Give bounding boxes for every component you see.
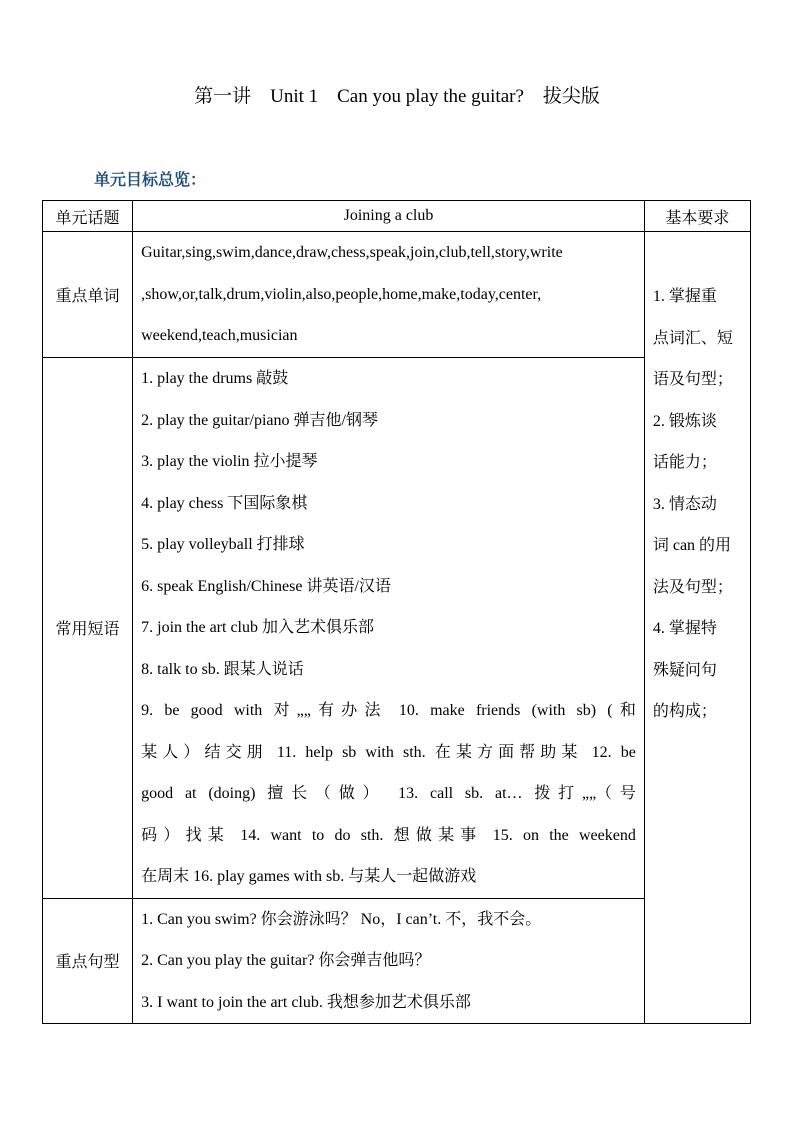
topic-label: 单元话题: [43, 201, 133, 232]
phrase-line: 在周末 16. play games with sb. 与某人一起做游戏: [141, 868, 477, 885]
phrase-line: 5. play volleyball 打排球: [141, 536, 305, 553]
phrase-line: 9. be good with 对„„有办法 10. make friends (with sb) (和: [141, 702, 636, 719]
requirement-line: 的构成；: [652, 703, 717, 720]
topic-row: [43, 201, 751, 232]
section-heading: 单元目标总览：: [94, 170, 207, 189]
requirement-line: 4. 掌握特: [652, 620, 717, 637]
requirement-line: 点词汇、短: [652, 329, 733, 347]
phrase-line: 某人）结交朋 11. help sb with sth. 在某方面帮助某 12. be: [141, 743, 636, 761]
words-content: [133, 232, 645, 358]
sentences-content: [133, 898, 645, 1024]
requirement-line: 2. 锻炼谈: [652, 412, 717, 430]
sentence-line: 1. Can you swim? 你会游泳吗？ No，I can’t. 不，我不会。: [141, 910, 542, 928]
requirement-line: 1. 掌握重: [652, 288, 717, 305]
requirement-line: 话能力；: [652, 454, 717, 471]
phrase-line: 4. play chess 下国际象棋: [141, 494, 308, 512]
words-line: Guitar,sing,swim,dance,draw,chess,speak,join,club,tell,story,write: [141, 244, 563, 262]
requirement-line: 语及句型；: [652, 371, 733, 388]
unit-goals-table: [42, 200, 751, 1024]
words-line: weekend,teach,musician: [141, 327, 298, 345]
requirements-cell: [644, 232, 750, 1024]
words-row: [43, 232, 751, 358]
page-title: 第一讲 Unit 1 Can you play the guitar? 拔尖版: [194, 86, 600, 107]
sentences-row: [43, 898, 751, 1024]
requirement-line: 殊疑问句: [652, 661, 717, 679]
requirement-header: 基本要求: [644, 201, 750, 232]
words-line: ,show,or,talk,drum,violin,also,people,home,make,today,center,: [141, 285, 542, 303]
phrase-line: good at (doing) 擅长（做） 13. call sb. at… 拨打„„（号: [141, 785, 636, 802]
sentence-line: 3. I want to join the art club. 我想参加艺术俱乐部: [141, 993, 471, 1011]
sentences-label: 重点句型: [43, 898, 133, 1024]
phrase-line: 6. speak English/Chinese 讲英语/汉语: [141, 577, 391, 595]
requirement-line: 法及句型；: [652, 578, 733, 596]
sentence-line: 2. Can you play the guitar? 你会弹吉他吗？: [141, 952, 431, 969]
phrase-line: 码）找某 14. want to do sth. 想做某事 15. on the weekend: [141, 826, 636, 844]
phrase-line: 1. play the drums 敲鼓: [141, 370, 289, 387]
phrases-row: [43, 358, 751, 899]
phrase-line: 2. play the guitar/piano 弹吉他/钢琴: [141, 411, 378, 429]
requirement-line: 词 can 的用: [652, 537, 732, 554]
phrases-content: [133, 358, 645, 899]
words-label: 重点单词: [43, 232, 133, 358]
phrase-line: 8. talk to sb. 跟某人说话: [141, 660, 304, 678]
requirement-line: 3. 情态动: [652, 495, 717, 513]
topic-value: Joining a club: [133, 201, 645, 232]
phrase-line: 7. join the art club 加入艺术俱乐部: [141, 619, 374, 636]
phrase-line: 3. play the violin 拉小提琴: [141, 453, 318, 470]
phrases-label: 常用短语: [43, 358, 133, 899]
